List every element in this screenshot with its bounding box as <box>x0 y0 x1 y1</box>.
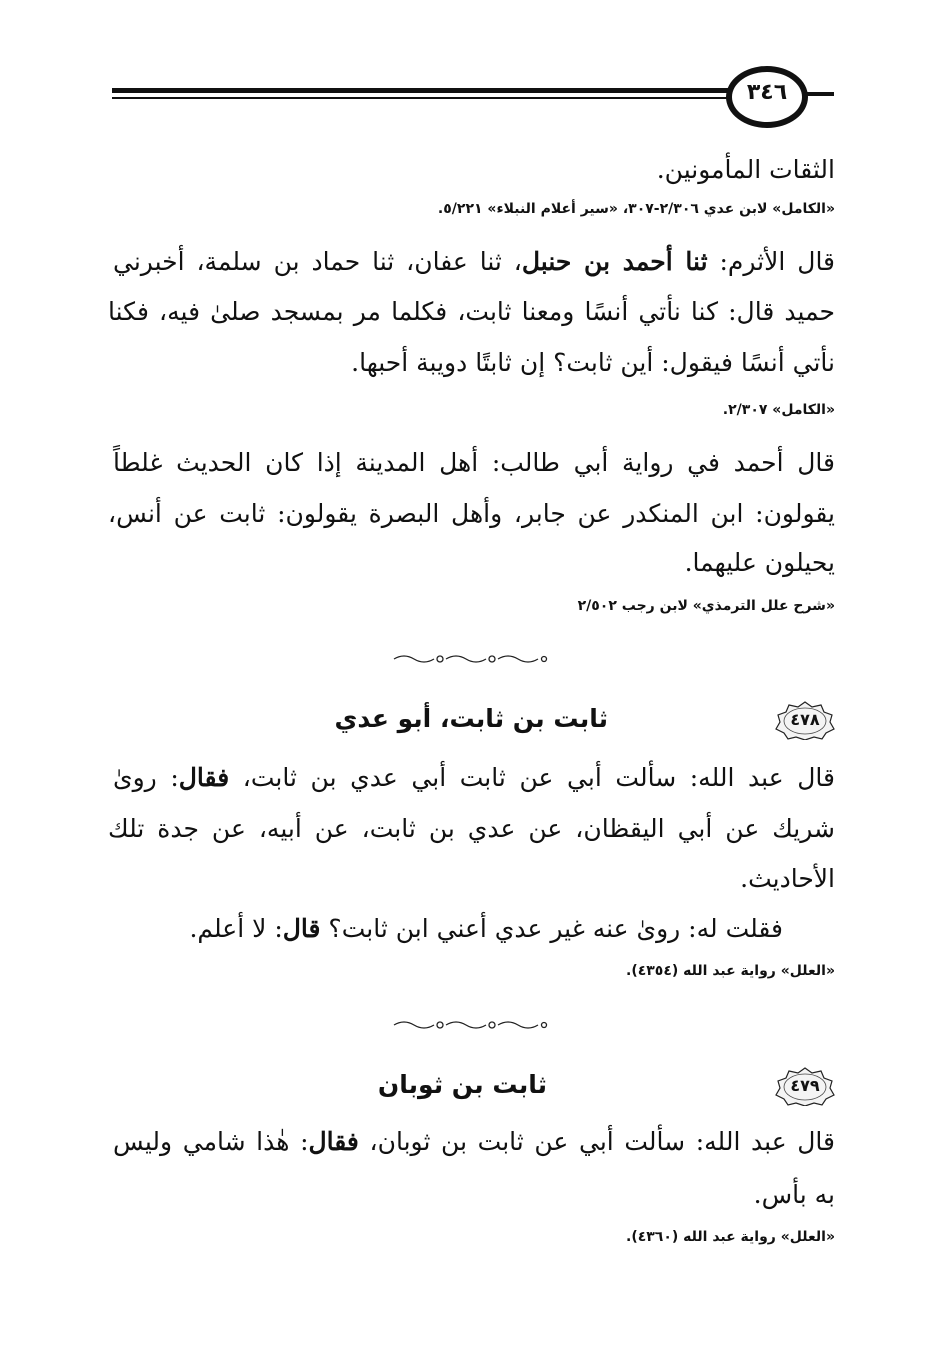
reference: «العلل» رواية عبد الله (٤٣٦٠). <box>626 1229 835 1245</box>
reference: «شرح علل الترمذي» لابن رجب ٢/٥٠٢ <box>577 598 835 614</box>
text-segment: قال عبد الله: سألت أبي عن ثابت بن ثوبان، <box>358 1127 835 1156</box>
text-segment: ، ثنا عفان، ثنا حماد بن سلمة، أخبرني <box>113 247 522 276</box>
text-line <box>113 247 835 277</box>
text-line: يحيلون عليهما. <box>684 548 835 577</box>
text-line <box>113 763 835 793</box>
text-line: قال أحمد في رواية أبي طالب: أهل المدينة إذا كان الحديث غلطاً <box>113 448 835 477</box>
text-segment: فقلت له: روىٰ عنه غير عدي أعني ابن ثابت؟ <box>320 914 783 943</box>
reference: «الكامل» ٢/٣٠٧. <box>722 402 835 418</box>
text-line: الأحاديث. <box>740 864 835 893</box>
text-line <box>189 914 783 944</box>
entry-number: ٤٧٩ <box>790 1076 820 1095</box>
header-rule-right <box>806 92 834 96</box>
text-segment: قال عبد الله: سألت أبي عن ثابت أبي عدي بن ثابت، <box>229 763 835 792</box>
entry-title: ثابت بن ثوبان <box>377 1070 547 1099</box>
ornament-divider-icon <box>390 1018 550 1032</box>
text-line: به بأس. <box>753 1180 835 1209</box>
text-line: شريك عن أبي اليقظان، عن عدي بن ثابت، عن أبيه، عن جدة تلك <box>108 814 835 843</box>
text-segment: : هٰذا شامي وليس <box>113 1127 309 1156</box>
bold-segment: ثنا أحمد بن حنبل <box>521 247 708 276</box>
text-segment: : روىٰ <box>113 763 179 792</box>
text-line: نأتي أنسًا فيقول: أين ثابت؟ إن ثابتًا دويبة أحبها. <box>351 348 835 377</box>
text-segment: قال الأثرم: <box>707 247 836 276</box>
reference: «الكامل» لابن عدي ٢/٣٠٦-٣٠٧، «سير أعلام النبلاء» ٥/٢٢١. <box>437 201 835 217</box>
text-line: الثقات المأمونين. <box>656 155 835 184</box>
text-line <box>113 1127 835 1157</box>
text-line: يقولون: ابن المنكدر عن جابر، وأهل البصرة يقولون: ثابت عن أنس، <box>108 499 835 528</box>
text-segment: : لا أعلم. <box>189 914 283 943</box>
entry-number: ٤٧٨ <box>790 710 820 729</box>
bold-segment: قال <box>282 914 321 943</box>
bold-segment: فقال <box>308 1127 359 1156</box>
page-number: ٣٤٦ <box>746 80 788 105</box>
ornament-divider-icon <box>390 652 550 666</box>
header-rule-bottom <box>112 97 730 99</box>
entry-title: ثابت بن ثابت، أبو عدي <box>334 704 608 733</box>
reference: «العلل» رواية عبد الله (٤٣٥٤). <box>626 963 835 979</box>
text-line: حميد قال: كنا نأتي أنسًا ومعنا ثابت، فكلما مر بمسجد صلىٰ فيه، فكنا <box>108 297 835 326</box>
header-rule-top <box>112 88 730 93</box>
bold-segment: فقال <box>178 763 230 792</box>
